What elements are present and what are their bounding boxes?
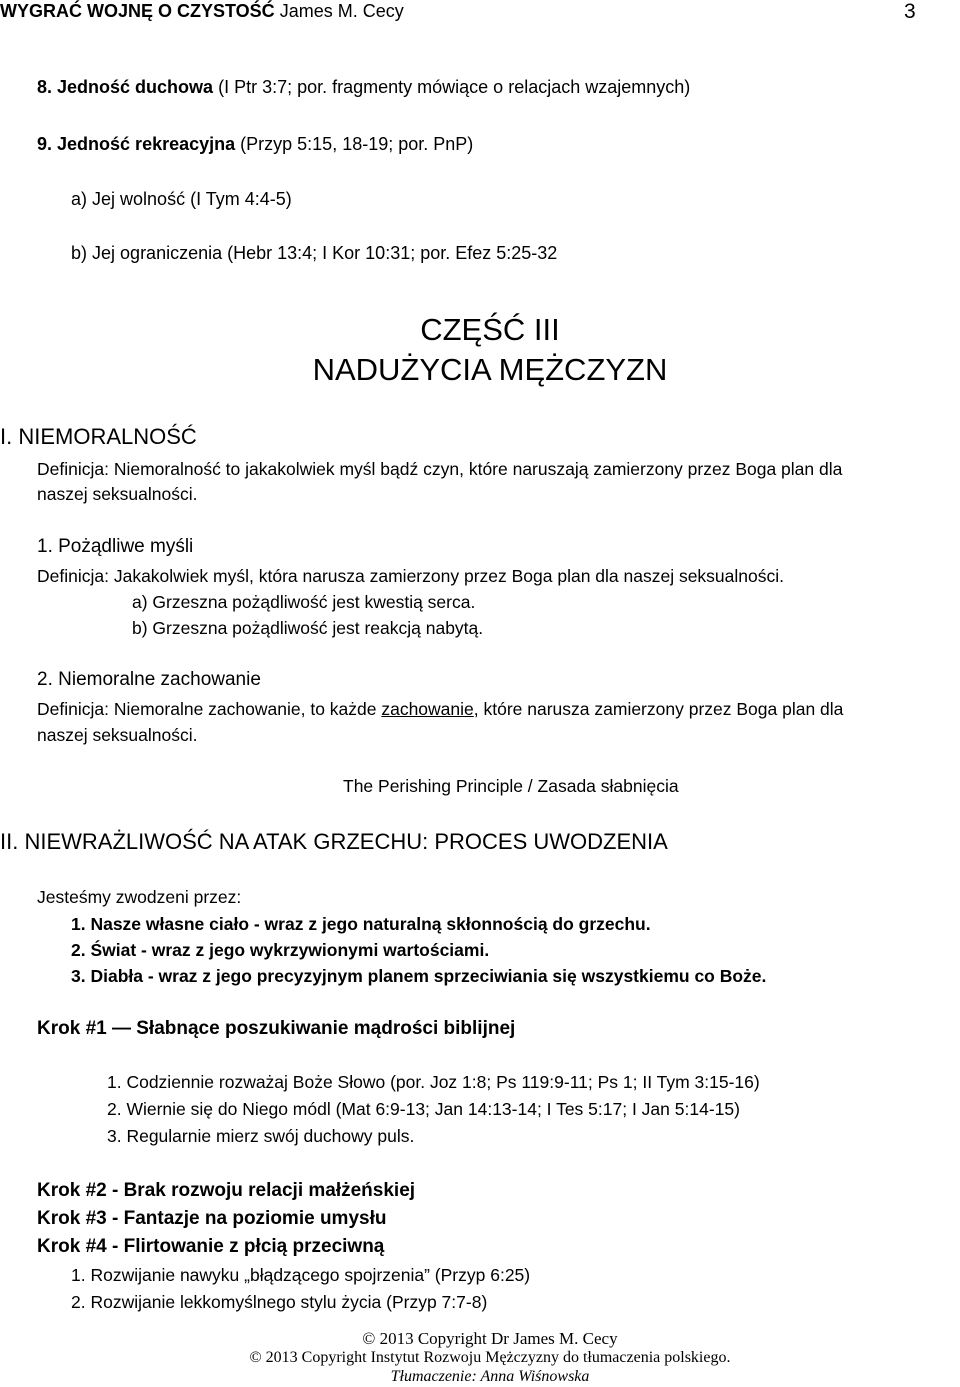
sub-list-item: b) Jej ograniczenia (Hebr 13:4; I Kor 10:31; por. Efez 5:25-32: [71, 243, 558, 263]
subsection-heading: 2. Niemoralne zachowanie: [37, 669, 261, 690]
step-heading: Krok #4 - Flirtowanie z płcią przeciwną: [37, 1236, 385, 1257]
list-item-title: Jedność duchowa: [57, 77, 214, 97]
list-item: 9. Jedność rekreacyjna (Przyp 5:15, 18-19; por. PnP): [37, 134, 474, 154]
header-title: WYGRAĆ WOJNĘ O CZYSTOŚĆ: [0, 1, 275, 21]
list-item: 1. Nasze własne ciało - wraz z jego naturalną skłonnością do grzechu.: [71, 914, 651, 934]
subsection-heading: 1. Pożądliwe myśli: [37, 536, 194, 557]
step-list-item: 2. Rozwijanie lekkomyślnego stylu życia (Przyp 7:7-8): [71, 1292, 488, 1312]
list-item: 2. Świat - wraz z jego wykrzywionymi wartościami.: [71, 940, 490, 960]
list-item-title: Jedność rekreacyjna: [57, 134, 236, 154]
step-heading: Krok #2 - Brak rozwoju relacji małżeńskiej: [37, 1180, 416, 1201]
step-list-item: 1. Codziennie rozważaj Boże Słowo (por. Joz 1:8; Ps 119:9-11; Ps 1; II Tym 3:15-16): [107, 1072, 760, 1092]
definition-text-cont: naszej seksualności.: [37, 725, 198, 745]
header-author: James M. Cecy: [279, 1, 404, 21]
part-subtitle: NADUŻYCIA MĘŻCZYZN: [312, 352, 668, 387]
principle-caption: The Perishing Principle / Zasada słabnięcia: [343, 776, 679, 796]
step-heading: Krok #1 — Słabnące poszukiwanie mądrości biblijnej: [37, 1018, 516, 1039]
definition-text-cont: naszej seksualności.: [37, 484, 198, 504]
list-item: 8. Jedność duchowa (I Ptr 3:7; por. fragmenty mówiące o relacjach wzajemnych): [37, 77, 691, 97]
running-header: [0, 1, 404, 22]
section-heading: II. NIEWRAŻLIWOŚĆ NA ATAK GRZECHU: PROCES UWODZENIA: [0, 829, 668, 854]
section-heading: I. NIEMORALNOŚĆ: [0, 424, 197, 449]
page-number: 3: [904, 0, 916, 23]
step-list-item: 1. Rozwijanie nawyku „błądzącego spojrzenia” (Przyp 6:25): [71, 1265, 531, 1285]
underlined-word: zachowanie: [381, 699, 474, 719]
list-item: 3. Diabła - wraz z jego precyzyjnym planem sprzeciwiania się wszystkiemu co Boże.: [71, 966, 767, 986]
part-title: CZĘŚĆ III: [420, 312, 560, 347]
definition-text: Definicja: Niemoralne zachowanie, to każde zachowanie, które narusza zamierzony przez Boga plan dla: [37, 699, 844, 719]
step-heading: Krok #3 - Fantazje na poziomie umysłu: [37, 1208, 387, 1229]
step-list-item: 3. Regularnie mierz swój duchowy puls.: [107, 1126, 415, 1146]
copyright-line: © 2013 Copyright Instytut Rozwoju Mężczyzny do tłumaczenia polskiego.: [249, 1349, 731, 1366]
sub-list-item: a) Grzeszna pożądliwość jest kwestią serca.: [132, 592, 476, 612]
copyright-line: © 2013 Copyright Dr James M. Cecy: [362, 1329, 618, 1348]
translator-credit: Tłumaczenie: Anna Wiśnowska: [390, 1368, 590, 1385]
step-list-item: 2. Wiernie się do Niego módl (Mat 6:9-13; Jan 14:13-14; I Tes 5:17; I Jan 5:14-15): [107, 1099, 740, 1119]
sub-list-item: b) Grzeszna pożądliwość jest reakcją nabytą.: [132, 618, 484, 638]
definition-text: Definicja: Jakakolwiek myśl, która narusza zamierzony przez Boga plan dla naszej seksualności.: [37, 566, 785, 586]
definition-text: Definicja: Niemoralność to jakakolwiek myśl bądź czyn, które naruszają zamierzony przez Boga plan dla: [37, 459, 843, 479]
sub-list-item: a) Jej wolność (I Tym 4:4-5): [71, 189, 292, 209]
intro-text: Jesteśmy zwodzeni przez:: [37, 887, 242, 907]
